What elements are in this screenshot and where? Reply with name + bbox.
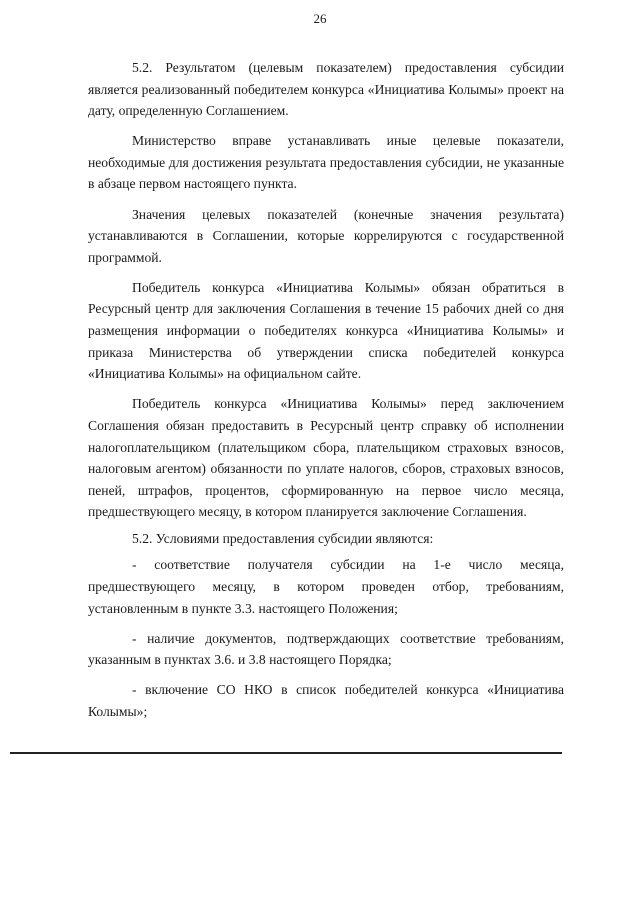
list-item-condition-1: - соответствие получателя субсидии на 1-е число месяца, предшествующего месяцу, в котором проведен отбор, требованиям, установленным в пункте 3.3. настоящего Положения; bbox=[88, 557, 564, 616]
paragraph-ministry-indicators: Министерство вправе устанавливать иные целевые показатели, необходимые для достижения результата предоставления субсидии, не указанные в абзаце первом настоящего пункта. bbox=[88, 133, 564, 192]
list-item-condition-2: - наличие документов, подтверждающих соответствие требованиям, указанным в пунктах 3.6. и 3.8 настоящего Порядка; bbox=[88, 630, 564, 668]
page-number: 26 bbox=[313, 11, 327, 26]
paragraph-indicator-values: Значения целевых показателей (конечные значения результата) устанавливаются в Соглашении, которые коррелируются с государственной программой. bbox=[88, 206, 564, 265]
paragraph-tax-certificate: Победитель конкурса «Инициатива Колымы» перед заключением Соглашения обязан предоставить в Ресурсный центр справку об исполнении налогоплательщиком (плательщиком сбора, плательщиком страховых взносов, налоговым агентом) обязанности по уплате налогов, сборов, страховых взносов, пеней, штрафов, процентов, сформированную на первое число месяца, предшествующего месяцу, в котором планируется заключение Соглашения. bbox=[88, 396, 564, 520]
document-body bbox=[88, 57, 564, 723]
list-item-condition-3: - включение СО НКО в список победителей конкурса «Инициатива Колымы»; bbox=[88, 682, 564, 720]
paragraph-conditions-heading: 5.2. Условиями предоставления субсидии являются: bbox=[132, 530, 434, 546]
paragraph-result-indicator: 5.2. Результатом (целевым показателем) предоставления субсидии является реализованный победителем конкурса «Инициатива Колымы» проект на дату, определенную Соглашением. bbox=[88, 60, 564, 119]
paragraph-winner-obligation: Победитель конкурса «Инициатива Колымы» обязан обратиться в Ресурсный центр для заключения Соглашения в течение 15 рабочих дней со дня размещения информации о победителях конкурса «Инициатива Колымы» и приказа Министерства об утверждении списка победителей конкурса «Инициатива Колымы» на официальном сайте. bbox=[88, 279, 564, 382]
page-divider bbox=[10, 752, 562, 754]
